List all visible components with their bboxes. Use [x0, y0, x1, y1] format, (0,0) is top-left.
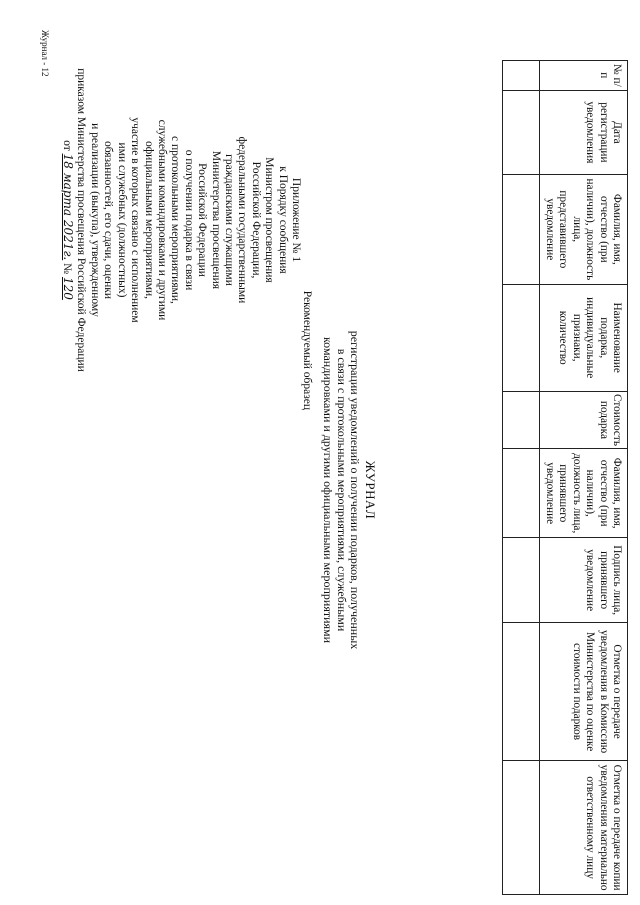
header-copy-transfer-mark: Отметка о передаче копии уведомления материально ответственному лицу [539, 761, 627, 895]
approved-number-label: № [61, 263, 74, 275]
recommended-sample-label: Рекомендуемый образец [301, 290, 313, 410]
appendix-line: обязанностей, его сдачи, оценки [102, 140, 115, 300]
appendix-line: Министром просвещения [263, 157, 276, 283]
table-cell [502, 391, 539, 448]
approved-number: 120 [61, 276, 76, 300]
approved-line [60, 30, 74, 410]
header-submitter: Фамилия, имя, отчество (при наличии), должность лица, представившего уведомление [539, 175, 627, 284]
header-number: № п/п [539, 61, 627, 91]
appendix-line: с протокольными мероприятиями, [169, 136, 182, 304]
appendix-line: о получении подарка в связи [182, 149, 195, 291]
appendix-line: Российской Федерации, [249, 161, 262, 279]
header-registration-date: Дата регистрации уведомления [539, 90, 627, 175]
journal-subtitle-line: командировками и другими официальными мероприятиями [321, 336, 336, 644]
header-receiver-signature: Подпись лица, принявшего уведомление [539, 538, 627, 623]
table-cell [502, 61, 539, 91]
table-cell [502, 622, 539, 760]
appendix-line: к Порядку сообщения [276, 166, 289, 274]
appendix-line: Российской Федерации [196, 163, 209, 277]
header-gift-name: Наименование подарка, индивидуальные признаки, количество [539, 284, 627, 391]
table-header-row [539, 61, 627, 895]
table-row [502, 61, 539, 895]
header-gift-cost: Стоимость подарка [539, 391, 627, 448]
appendix-line: Министерства просвещения [209, 150, 222, 290]
appendix-line: официальными мероприятиями, [142, 140, 155, 300]
appendix-line: приказом Министерства просвещения Российской Федерации [75, 68, 88, 372]
table-cell [502, 449, 539, 538]
approved-date: 18 марта 2021г. [61, 153, 76, 261]
table-cell [502, 284, 539, 391]
appendix-line: федеральными государственными [236, 136, 249, 304]
appendix-line: гражданскими служащими [222, 154, 235, 286]
header-receiver: Фамилия, имя, отчество (при наличии), должность лица, принявшего уведомление [539, 449, 627, 538]
table-cell [502, 761, 539, 895]
approved-prefix: от [61, 140, 74, 151]
page-footer: Журнал - 12 [40, 30, 50, 77]
header-commission-mark: Отметка о передаче уведомления в Комиссию Министерства по оценке стоимости подарков [539, 622, 627, 760]
journal-title-block [321, 270, 377, 710]
table-cell [502, 90, 539, 175]
table-cell [502, 175, 539, 284]
table-cell [502, 538, 539, 623]
appendix-line: служебными командировками и другими [155, 119, 168, 321]
appendix-line: участие в которых связано с исполнением [129, 117, 142, 323]
journal-subtitle-line: регистрации уведомлений о получении подарков, полученных [348, 330, 363, 650]
register-table [502, 60, 628, 895]
appendix-block [60, 30, 302, 410]
journal-subtitle-line: в связи с протокольными мероприятиями, служебными [335, 348, 349, 632]
appendix-line: ими служебных (должностных) [115, 142, 128, 298]
appendix-line: Приложение № 1 [290, 177, 302, 263]
appendix-line: и реализации (выкупа), утвержденному [88, 123, 101, 317]
journal-title: ЖУРНАЛ [363, 460, 378, 520]
